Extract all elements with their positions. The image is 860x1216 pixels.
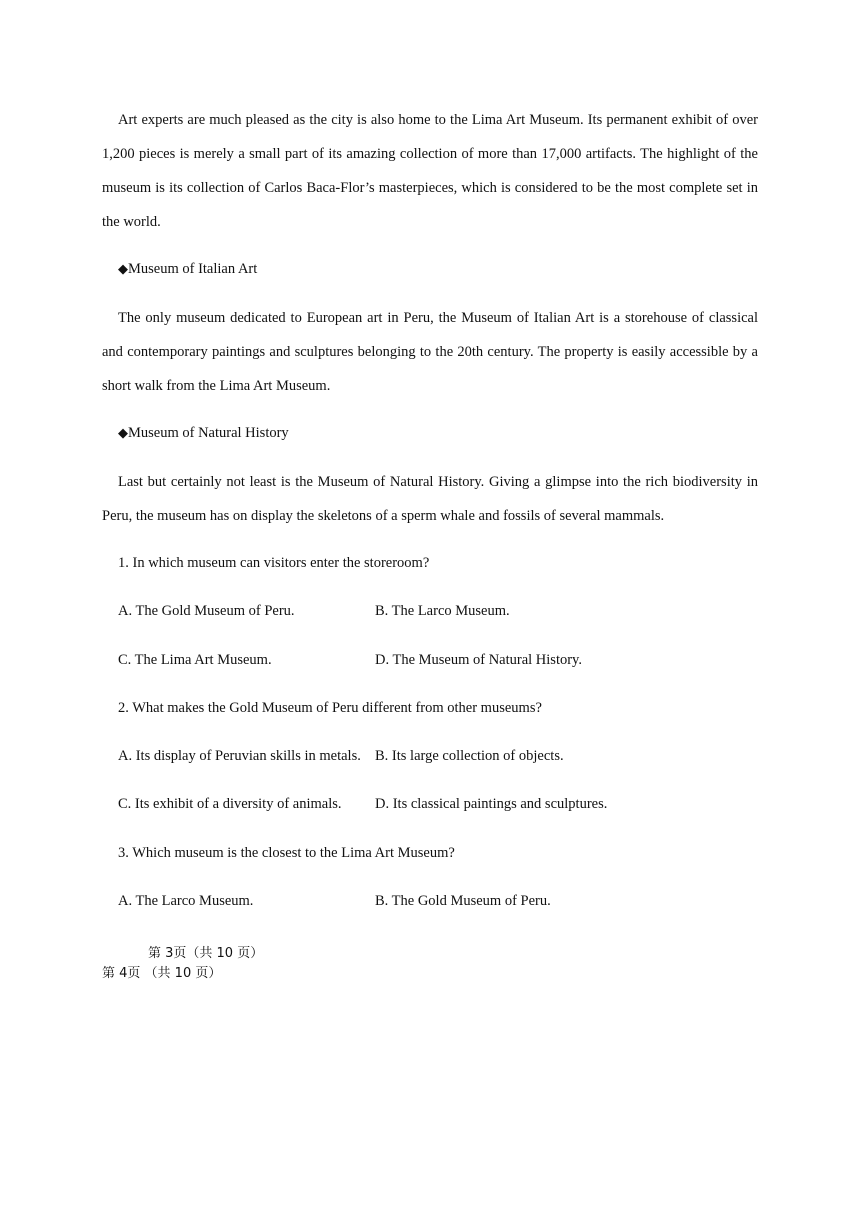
page-number-footer-3: 第 3页（共 10 页） — [148, 946, 264, 961]
paragraph-lima-art: Art experts are much pleased as the city is also home to the Lima Art Museum. Its permanent exhibit of over 1,200 pieces is merely a small part of its amazing collection of more than 17,000 artifacts. The highlight of the museum is its collection of Carlos Baca-Flor’s masterpieces, which is considered to be the most complete set in the world. — [102, 112, 758, 230]
question-1: 1. In which museum can visitors enter the storeroom? — [118, 555, 430, 571]
question-3: 3. Which museum is the closest to the Lima Art Museum? — [118, 845, 455, 861]
question-1-option-a: A. The Gold Museum of Peru. — [118, 603, 295, 619]
heading-museum-natural-history — [118, 423, 289, 443]
heading-label: Museum of Natural History — [128, 425, 289, 441]
diamond-bullet-icon: ◆ — [118, 261, 128, 276]
question-1-option-d: D. The Museum of Natural History. — [375, 652, 582, 668]
paragraph-natural-history: Last but certainly not least is the Museum of Natural History. Giving a glimpse into the rich biodiversity in Peru, the museum has on display the skeletons of a sperm whale and fossils of several mammals. — [102, 474, 758, 524]
heading-museum-italian-art — [118, 259, 257, 279]
question-1-option-c: C. The Lima Art Museum. — [118, 652, 272, 668]
question-2-option-d: D. Its classical paintings and sculptures. — [375, 796, 608, 812]
question-3-option-b: B. The Gold Museum of Peru. — [375, 893, 551, 909]
page-number-footer-4: 第 4页 （共 10 页） — [102, 966, 222, 981]
question-1-option-b: B. The Larco Museum. — [375, 603, 510, 619]
question-2: 2. What makes the Gold Museum of Peru different from other museums? — [118, 700, 542, 716]
question-2-option-c: C. Its exhibit of a diversity of animals. — [118, 796, 342, 812]
heading-label: Museum of Italian Art — [128, 261, 258, 277]
question-2-option-b: B. Its large collection of objects. — [375, 748, 564, 764]
paragraph-italian-art: The only museum dedicated to European art in Peru, the Museum of Italian Art is a storehouse of classical and contemporary paintings and sculptures belonging to the 20th century. The property is easily accessible by a short walk from the Lima Art Museum. — [102, 310, 758, 394]
diamond-bullet-icon: ◆ — [118, 425, 128, 440]
question-3-option-a: A. The Larco Museum. — [118, 893, 254, 909]
question-2-option-a: A. Its display of Peruvian skills in metals. — [118, 748, 361, 764]
